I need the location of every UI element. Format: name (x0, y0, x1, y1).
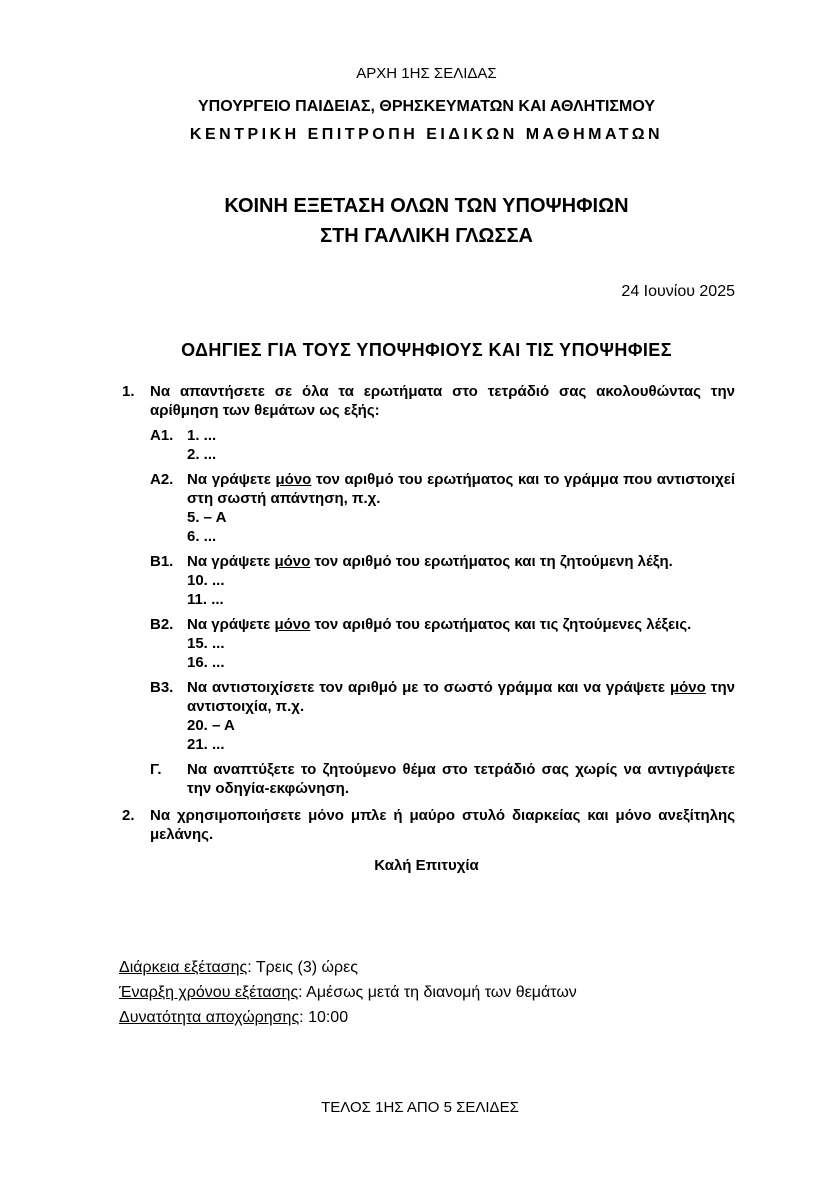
item-2-number: 2. (122, 807, 135, 824)
good-luck-text: Καλή Επιτυχία (374, 857, 479, 874)
section-b2-text-underlined: μόνο (274, 616, 311, 633)
info-start-time-value: : Αμέσως μετά τη διανομή των θεμάτων (298, 984, 577, 1001)
exam-title-line2: ΣΤΗ ΓΑΛΛΙΚΗ ΓΛΩΣΣΑ (320, 225, 533, 247)
item-2-body (150, 806, 735, 844)
section-a1 (150, 426, 735, 464)
section-b1-text (187, 552, 735, 571)
example-line: 16. ... (187, 654, 225, 671)
instruction-item-2 (118, 806, 735, 844)
section-b1-text-underlined: μόνο (274, 553, 311, 570)
info-start-time-label: Έναρξη χρόνου εξέτασης (119, 984, 299, 1001)
item-1-body (150, 382, 735, 798)
section-b1 (150, 552, 735, 609)
item-2-text: Να χρησιμοποιήσετε μόνο μπλε ή μαύρο στυλό διαρκείας και μόνο ανεξίτηλης μελάνης. (150, 807, 735, 843)
info-duration-value: : Τρεις (3) ώρες (247, 959, 358, 976)
section-a1-label: Α1. (150, 427, 174, 444)
section-b3-text (187, 678, 735, 716)
example-line: 10. ... (187, 572, 225, 589)
section-a2-text (187, 470, 735, 508)
section-a2-label: Α2. (150, 471, 174, 488)
example-line: 2. ... (187, 446, 217, 463)
section-b1-body (187, 552, 735, 609)
example-line: 11. ... (187, 591, 224, 608)
section-b2 (150, 615, 735, 672)
section-b3-text-underlined: μόνο (669, 679, 706, 696)
section-b3-text-before: Να αντιστοιχίσετε τον αριθμό με το σωστό γράμμα και να γράψετε (187, 679, 670, 696)
item-1-number: 1. (122, 383, 135, 400)
info-departure-label: Δυνατότητα αποχώρησης (119, 1009, 300, 1026)
instruction-item-1 (118, 382, 735, 798)
info-line-duration (119, 955, 577, 980)
info-departure-value: : 10:00 (299, 1009, 349, 1026)
section-b1-label: Β1. (150, 553, 174, 570)
section-c-label: Γ. (150, 761, 162, 778)
section-b3-text-after: την αντιστοιχία, π.χ. (187, 679, 735, 715)
section-b1-text-after: τον αριθμό του ερωτήματος και τη ζητούμενη λέξη. (310, 553, 673, 570)
example-line: 6. ... (187, 528, 217, 545)
section-c-text: Να αναπτύξετε το ζητούμενο θέμα στο τετράδιό σας χωρίς να αντιγράψετε την οδηγία-εκφώνηση. (187, 761, 735, 797)
section-b2-text-before: Να γράψετε (187, 616, 275, 633)
section-c-body (187, 760, 735, 798)
section-b3-body (187, 678, 735, 754)
example-line: 15. ... (187, 635, 225, 652)
section-b3 (150, 678, 735, 754)
info-line-departure (119, 1005, 577, 1030)
section-a2-text-underlined: μόνο (275, 471, 312, 488)
example-line: 21. ... (187, 736, 225, 753)
section-b2-text-after: τον αριθμό του ερωτήματος και τις ζητούμενες λέξεις. (310, 616, 692, 633)
exam-info-block (119, 955, 577, 1030)
section-a1-body (187, 426, 735, 464)
section-b2-body (187, 615, 735, 672)
item-1-text: Να απαντήσετε σε όλα τα ερωτήματα στο τετράδιό σας ακολουθώντας την αρίθμηση των θεμάτων ως εξής: (150, 383, 735, 419)
example-line: 1. ... (187, 427, 217, 444)
section-b3-label: Β3. (150, 679, 174, 696)
exam-title (118, 191, 735, 251)
section-b2-text (187, 615, 735, 634)
section-a2 (150, 470, 735, 546)
page-start-marker: ΑΡΧΗ 1ΗΣ ΣΕΛΙΔΑΣ (356, 65, 497, 82)
committee-name: ΚΕΝΤΡΙΚΗ ΕΠΙΤΡΟΠΗ ΕΙΔΙΚΩΝ ΜΑΘΗΜΑΤΩΝ (189, 126, 664, 143)
instructions-heading: ΟΔΗΓΙΕΣ ΓΙΑ ΤΟΥΣ ΥΠΟΨΗΦΙΟΥΣ ΚΑΙ ΤΙΣ ΥΠΟΨΗΦΙΕΣ (181, 340, 672, 360)
info-line-start-time (119, 980, 577, 1005)
section-b1-text-before: Να γράψετε (187, 553, 275, 570)
example-line: 20. – Α (187, 717, 235, 734)
info-duration-label: Διάρκεια εξέτασης (119, 959, 248, 976)
section-a2-text-before: Να γράψετε (187, 471, 276, 488)
exam-date: 24 Ιουνίου 2025 (621, 283, 735, 300)
section-a2-body (187, 470, 735, 546)
exam-title-line1: ΚΟΙΝΗ ΕΞΕΤΑΣΗ ΟΛΩΝ ΤΩΝ ΥΠΟΨΗΦΙΩΝ (224, 195, 629, 217)
section-a2-text-after: τον αριθμό του ερωτήματος και το γράμμα που αντιστοιχεί στη σωστή απάντηση, π.χ. (187, 471, 735, 507)
page-end-marker: ΤΕΛΟΣ 1ΗΣ ΑΠΟ 5 ΣΕΛΙΔΕΣ (321, 1099, 519, 1116)
section-b2-label: Β2. (150, 616, 174, 633)
example-line: 5. – Α (187, 509, 227, 526)
ministry-name: ΥΠΟΥΡΓΕΙΟ ΠΑΙΔΕΙΑΣ, ΘΡΗΣΚΕΥΜΑΤΩΝ ΚΑΙ ΑΘΛΗΤΙΣΜΟΥ (197, 98, 656, 115)
section-c (150, 760, 735, 798)
